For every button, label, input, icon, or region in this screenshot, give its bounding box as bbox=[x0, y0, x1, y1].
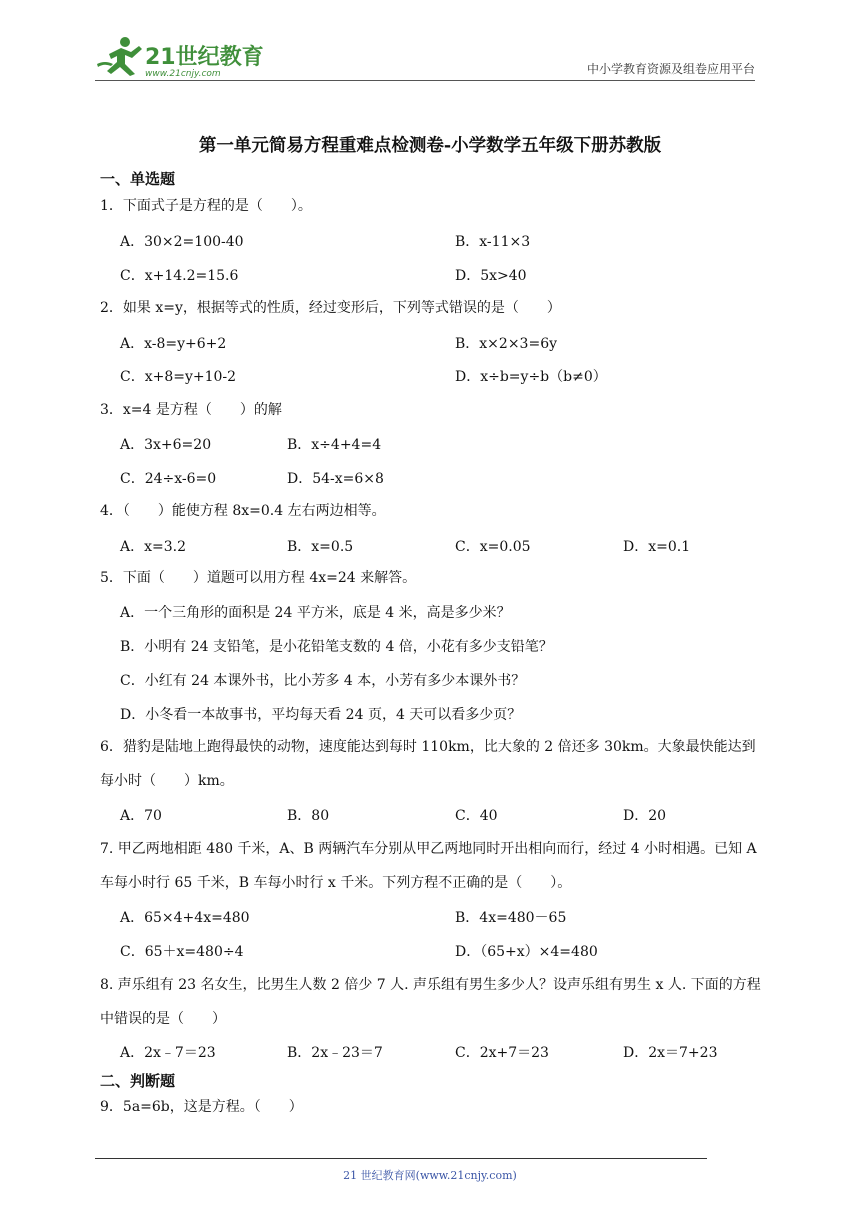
q2-option-c: C．x+8=y+10-2 bbox=[120, 369, 237, 385]
platform-name: 中小学教育资源及组卷应用平台 bbox=[586, 62, 755, 76]
q5-option-d: D．小冬看一本故事书，平均每天看 24 页，4 天可以看多少页？ bbox=[120, 707, 522, 723]
question-4: 4．（ ）能使方程 8x=0.4 左右两边相等。 bbox=[100, 503, 386, 519]
q6-option-c: C．40 bbox=[455, 808, 498, 824]
question-6: 6．猎豹是陆地上跑得最快的动物，速度能达到每时 110km，比大象的 2 倍还多 30km。大象最快能达到每小时（ ）km。 bbox=[100, 739, 756, 789]
q4-option-a: A．x=3.2 bbox=[120, 539, 187, 555]
q4-option-b: B．x=0.5 bbox=[287, 539, 354, 555]
logo-url: www.21cnjy.com bbox=[145, 69, 221, 79]
q3-option-a: A．3x+6=20 bbox=[120, 437, 212, 453]
q7-option-a: A．65×4+4x=480 bbox=[120, 910, 250, 926]
q1-option-d: D．5x>40 bbox=[455, 268, 527, 284]
q7-option-b: B．4x=480－65 bbox=[455, 910, 567, 926]
q8-option-c: C．2x+7＝23 bbox=[455, 1045, 549, 1061]
page-header bbox=[95, 30, 755, 80]
q7-option-c: C．65＋x=480÷4 bbox=[120, 944, 244, 960]
section-heading-2: 二、判断题 bbox=[100, 1072, 176, 1090]
21cnjy-logo bbox=[95, 34, 265, 80]
question-5: 5．下面（ ）道题可以用方程 4x=24 来解答。 bbox=[100, 570, 417, 586]
q5-option-b: B．小明有 24 支铅笔，是小花铅笔支数的 4 倍，小花有多少支铅笔？ bbox=[120, 639, 553, 655]
footer-divider bbox=[95, 1158, 707, 1159]
q4-option-c: C．x=0.05 bbox=[455, 539, 531, 555]
q7-option-d: D．（65+x）×4=480 bbox=[455, 944, 598, 960]
q1-option-b: B．x-11×3 bbox=[455, 234, 531, 250]
header-divider bbox=[95, 80, 755, 81]
question-2: 2．如果 x=y，根据等式的性质，经过变形后，下列等式错误的是（ ） bbox=[100, 300, 561, 316]
q6-option-b: B．80 bbox=[287, 808, 330, 824]
q1-option-c: C．x+14.2=15.6 bbox=[120, 268, 239, 284]
question-9: 9．5a=6b，这是方程。（ ） bbox=[100, 1099, 303, 1115]
logo-text: 21世纪教育 bbox=[145, 45, 264, 70]
q3-option-b: B．x÷4+4=4 bbox=[287, 437, 382, 453]
page-title: 第一单元简易方程重难点检测卷-小学数学五年级下册苏教版 bbox=[198, 136, 662, 156]
section-heading-1: 一、单选题 bbox=[100, 170, 176, 188]
q5-option-a: A．一个三角形的面积是 24 平方米，底是 4 米，高是多少米？ bbox=[120, 605, 511, 621]
question-3: 3．x=4 是方程（ ）的解 bbox=[100, 402, 282, 418]
q6-option-d: D．20 bbox=[623, 808, 667, 824]
q8-option-a: A．2x﹣7＝23 bbox=[120, 1045, 216, 1061]
q2-option-a: A．x-8=y+6+2 bbox=[120, 336, 227, 352]
question-7: 7. 甲乙两地相距 480 千米，A、B 两辆汽车分别从甲乙两地同时开出相向而行，经过 4 小时相遇。已知 A 车每小时行 65 千米，B 车每小时行 x 千米。下列方程不正确的是（ ）。 bbox=[100, 841, 757, 891]
footer-text: 21 世纪教育网(www.21cnjy.com) bbox=[343, 1169, 517, 1182]
q4-option-d: D．x=0.1 bbox=[623, 539, 691, 555]
q8-option-b: B．2x﹣23＝7 bbox=[287, 1045, 383, 1061]
question-8: 8. 声乐组有 23 名女生，比男生人数 2 倍少 7 人. 声乐组有男生多少人？设声乐组有男生 x 人. 下面的方程中错误的是（ ） bbox=[100, 977, 761, 1027]
q2-option-b: B．x×2×3=6y bbox=[455, 336, 558, 352]
q8-option-d: D．2x＝7+23 bbox=[623, 1045, 718, 1061]
q3-option-d: D．54-x=6×8 bbox=[287, 471, 384, 487]
question-1: 1．下面式子是方程的是（ ）。 bbox=[100, 198, 312, 214]
q1-option-a: A．30×2=100-40 bbox=[120, 234, 244, 250]
q3-option-c: C．24÷x-6=0 bbox=[120, 471, 217, 487]
q2-option-d: D．x÷b=y÷b（b≠0） bbox=[455, 369, 607, 385]
q5-option-c: C．小红有 24 本课外书，比小芳多 4 本，小芳有多少本课外书？ bbox=[120, 673, 526, 689]
q6-option-a: A．70 bbox=[120, 808, 162, 824]
